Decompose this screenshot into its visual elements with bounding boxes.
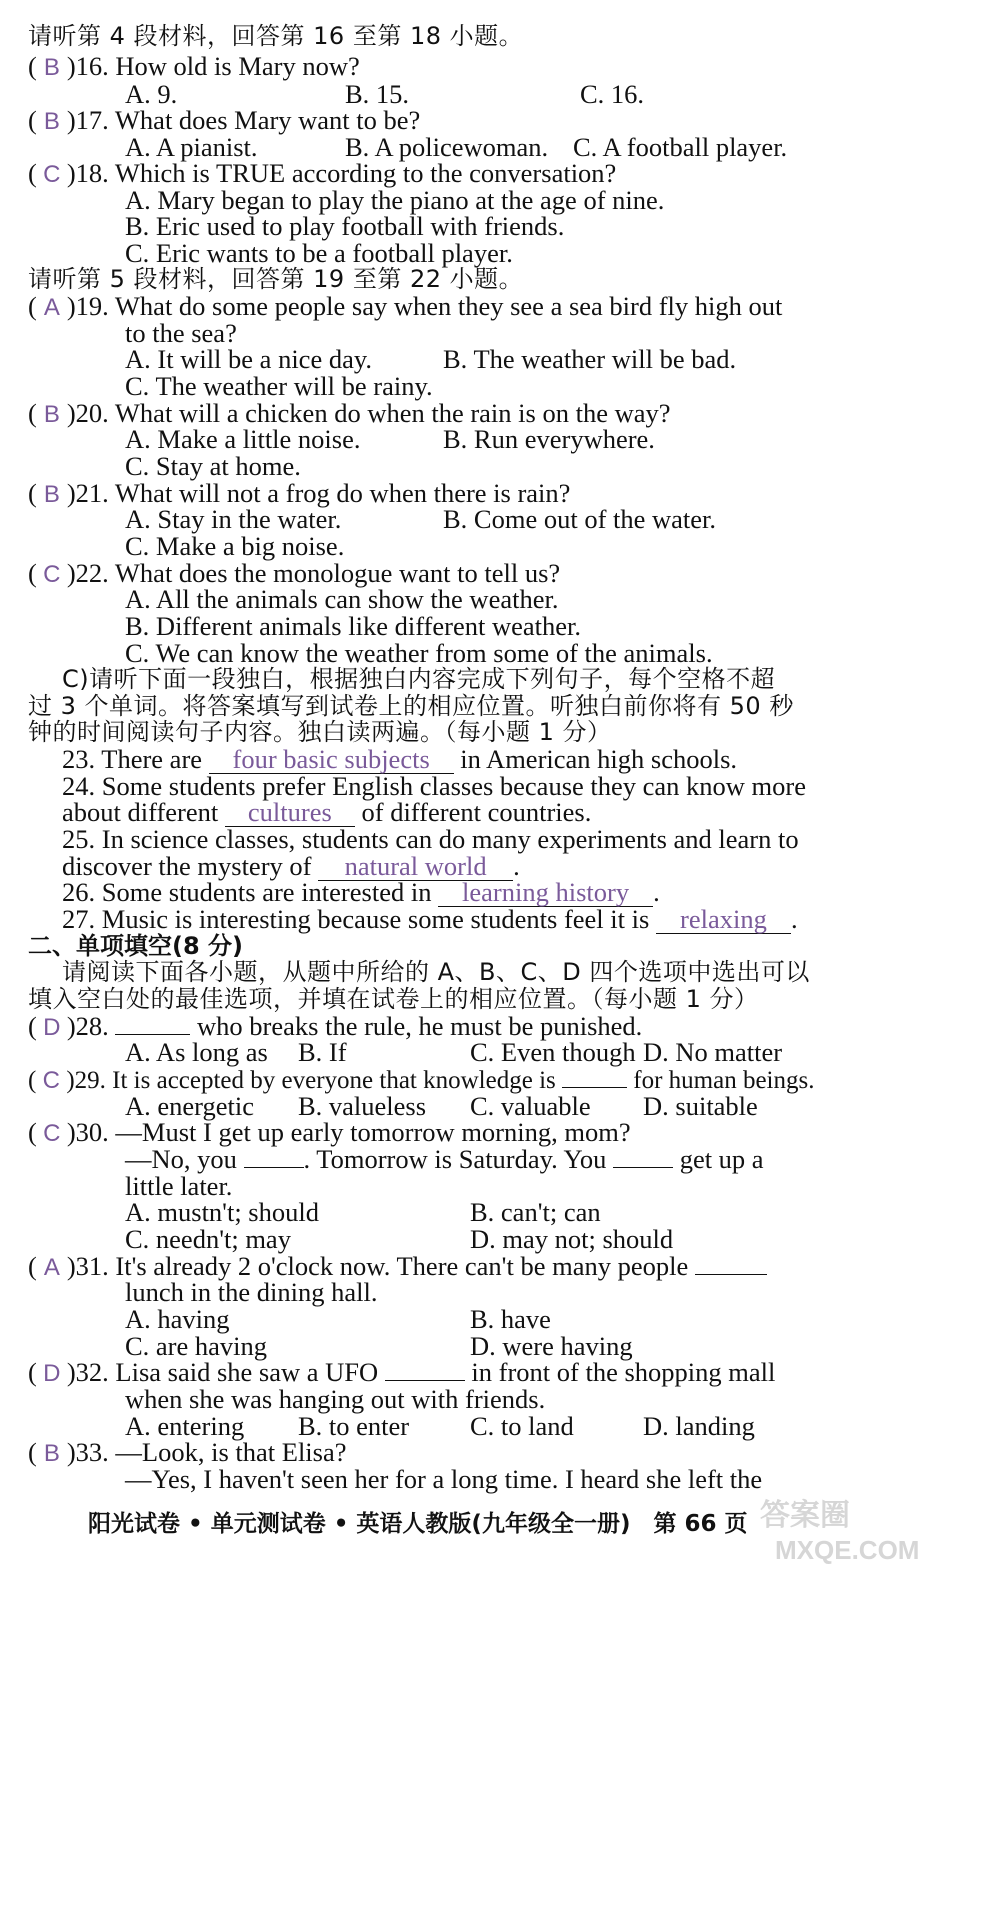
q30-option-a: A. mustn't; should (125, 1197, 319, 1227)
q23-sentence: 23. There are four basic subjects in American high schools. (62, 744, 738, 774)
q21-option-b: B. Come out of the water. (443, 504, 717, 534)
q32-stem: ( D )32. Lisa said she saw a UFO in front of the shopping mall (28, 1356, 775, 1388)
q33-stem: ( B )33. —Look, is that Elisa? (28, 1436, 347, 1468)
q22-option-c: C. We can know the weather from some of the animals. (125, 638, 713, 668)
q29-option-b: B. valueless (298, 1091, 427, 1121)
partc-intro-line2: 过 3 个单词。将答案填写到试卷上的相应位置。听独白前你将有 50 秒 (28, 692, 794, 720)
q29-blank (562, 1063, 627, 1088)
q33-reply: —Yes, I haven't seen her for a long time. I heard she left the (125, 1464, 763, 1494)
q22-option-a: A. All the animals can show the weather. (125, 584, 559, 614)
q21-option-c: C. Make a big noise. (125, 531, 345, 561)
q20-option-b: B. Run everywhere. (443, 424, 655, 454)
q17-option-b: B. A policewoman. (345, 132, 549, 162)
q29-answer: C (42, 1067, 60, 1094)
q32-option-d: D. landing (643, 1411, 755, 1441)
q20-option-a: A. Make a little noise. (125, 424, 361, 454)
q17-answer: B (43, 108, 60, 135)
q32-blank (385, 1356, 465, 1381)
q32-option-c: C. to land (470, 1411, 574, 1441)
q28-option-b: B. If (298, 1037, 347, 1067)
section4-intro: 请听第 4 段材料，回答第 16 至第 18 小题。 (28, 22, 524, 50)
partc-intro-line3: 钟的时间阅读句子内容。独白读两遍。（每小题 1 分） (28, 718, 612, 746)
q31-stem: ( A )31. It's already 2 o'clock now. There can't be many people (28, 1250, 767, 1282)
q24-sentence: about different cultures of different countries. (62, 797, 592, 827)
q18-option-a: A. Mary began to play the piano at the age of nine. (125, 185, 665, 215)
q29-option-a: A. energetic (125, 1091, 255, 1121)
q32-option-a: A. entering (125, 1411, 245, 1441)
q31-stem-cont: lunch in the dining hall. (125, 1277, 378, 1307)
q16-option-a: A. 9. (125, 79, 178, 109)
q19-stem-cont: to the sea? (125, 318, 237, 348)
q25-answer-blank[interactable]: natural world (318, 852, 513, 881)
q30-blank-1 (244, 1143, 304, 1168)
q31-option-c: C. are having (125, 1331, 268, 1361)
q20-stem: ( B )20. What will a chicken do when the rain is on the way? (28, 397, 671, 429)
q29-stem: ( C )29. It is accepted by everyone that knowledge is for human beings. (28, 1063, 814, 1095)
q16-option-c: C. 16. (580, 79, 645, 109)
q31-blank (695, 1250, 767, 1275)
q28-blank (115, 1010, 190, 1035)
q23-answer-blank[interactable]: four basic subjects (209, 745, 454, 774)
q30-option-d: D. may not; should (470, 1224, 674, 1254)
q21-option-a: A. Stay in the water. (125, 504, 342, 534)
partc-intro-line1: C)请听下面一段独白，根据独白内容完成下列句子，每个空格不超 (62, 665, 776, 693)
q18-stem: ( C )18. Which is TRUE according to the conversation? (28, 157, 616, 189)
q26-sentence: 26. Some students are interested in learning history . (62, 877, 660, 907)
q28-option-c: C. Even though (470, 1037, 636, 1067)
q30-answer: C (43, 1120, 61, 1147)
q19-option-b: B. The weather will be bad. (443, 344, 737, 374)
q20-answer: B (43, 401, 60, 428)
q19-option-c: C. The weather will be rainy. (125, 371, 433, 401)
q32-option-b: B. to enter (298, 1411, 410, 1441)
q30-reply-cont: little later. (125, 1171, 233, 1201)
q28-answer: D (43, 1014, 61, 1041)
q24-answer-blank[interactable]: cultures (225, 798, 355, 827)
part2-heading: 二、单项填空(8 分) (28, 932, 243, 960)
q27-answer-blank[interactable]: relaxing (656, 905, 791, 934)
part2-intro-line1: 请阅读下面各小题，从题中所给的 A、B、C、D 四个选项中选出可以 (62, 958, 810, 986)
q31-option-a: A. having (125, 1304, 230, 1334)
q31-answer: A (43, 1254, 60, 1281)
q32-stem-cont: when she was hanging out with friends. (125, 1384, 546, 1414)
q18-option-b: B. Eric used to play football with friends. (125, 211, 565, 241)
q29-option-d: D. suitable (643, 1091, 758, 1121)
q19-answer: A (43, 294, 60, 321)
q30-stem: ( C )30. —Must I get up early tomorrow morning, mom? (28, 1116, 631, 1148)
q28-option-d: D. No matter (643, 1037, 783, 1067)
q19-stem: ( A )19. What do some people say when they see a sea bird fly high out (28, 290, 782, 322)
q16-option-b: B. 15. (345, 79, 410, 109)
q28-stem: ( D )28. who breaks the rule, he must be punished. (28, 1010, 642, 1042)
q30-option-c: C. needn't; may (125, 1224, 291, 1254)
q17-option-c: C. A football player. (573, 132, 788, 162)
part2-intro-line2: 填入空白处的最佳选项，并填在试卷上的相应位置。（每小题 1 分） (28, 985, 759, 1013)
page-footer: 阳光试卷 • 单元测试卷 • 英语人教版(九年级全一册) 第 66 页 (88, 1511, 748, 1537)
q32-answer: D (43, 1360, 61, 1387)
q19-option-a: A. It will be a nice day. (125, 344, 373, 374)
q26-answer-blank[interactable]: learning history (438, 878, 653, 907)
q33-answer: B (43, 1440, 60, 1467)
q27-sentence: 27. Music is interesting because some students feel it is relaxing . (62, 904, 798, 934)
q22-stem: ( C )22. What does the monologue want to tell us? (28, 557, 560, 589)
q31-option-b: B. have (470, 1304, 551, 1334)
q16-stem: ( B )16. How old is Mary now? (28, 50, 360, 82)
q18-answer: C (43, 161, 61, 188)
q18-option-c: C. Eric wants to be a football player. (125, 238, 513, 268)
q25-line1: 25. In science classes, students can do many experiments and learn to (62, 824, 799, 854)
q20-option-c: C. Stay at home. (125, 451, 301, 481)
q31-option-d: D. were having (470, 1331, 633, 1361)
watermark-text: MXQE.COM (775, 1535, 920, 1565)
q30-blank-2 (613, 1143, 673, 1168)
q29-option-c: C. valuable (470, 1091, 591, 1121)
section5-intro: 请听第 5 段材料，回答第 19 至第 22 小题。 (28, 265, 524, 293)
q21-stem: ( B )21. What will not a frog do when there is rain? (28, 477, 570, 509)
q22-answer: C (43, 561, 61, 588)
q21-answer: B (43, 481, 60, 508)
q24-line1: 24. Some students prefer English classes because they can know more (62, 771, 807, 801)
q28-option-a: A. As long as (125, 1037, 268, 1067)
q30-option-b: B. can't; can (470, 1197, 601, 1227)
q22-option-b: B. Different animals like different weather. (125, 611, 581, 641)
q17-stem: ( B )17. What does Mary want to be? (28, 104, 420, 136)
watermark-logo: 答案圈 (760, 1498, 850, 1533)
q25-sentence: discover the mystery of natural world . (62, 851, 520, 881)
q16-answer: B (43, 54, 60, 81)
q17-option-a: A. A pianist. (125, 132, 258, 162)
q30-reply: —No, you . Tomorrow is Saturday. You get up a (125, 1144, 764, 1174)
